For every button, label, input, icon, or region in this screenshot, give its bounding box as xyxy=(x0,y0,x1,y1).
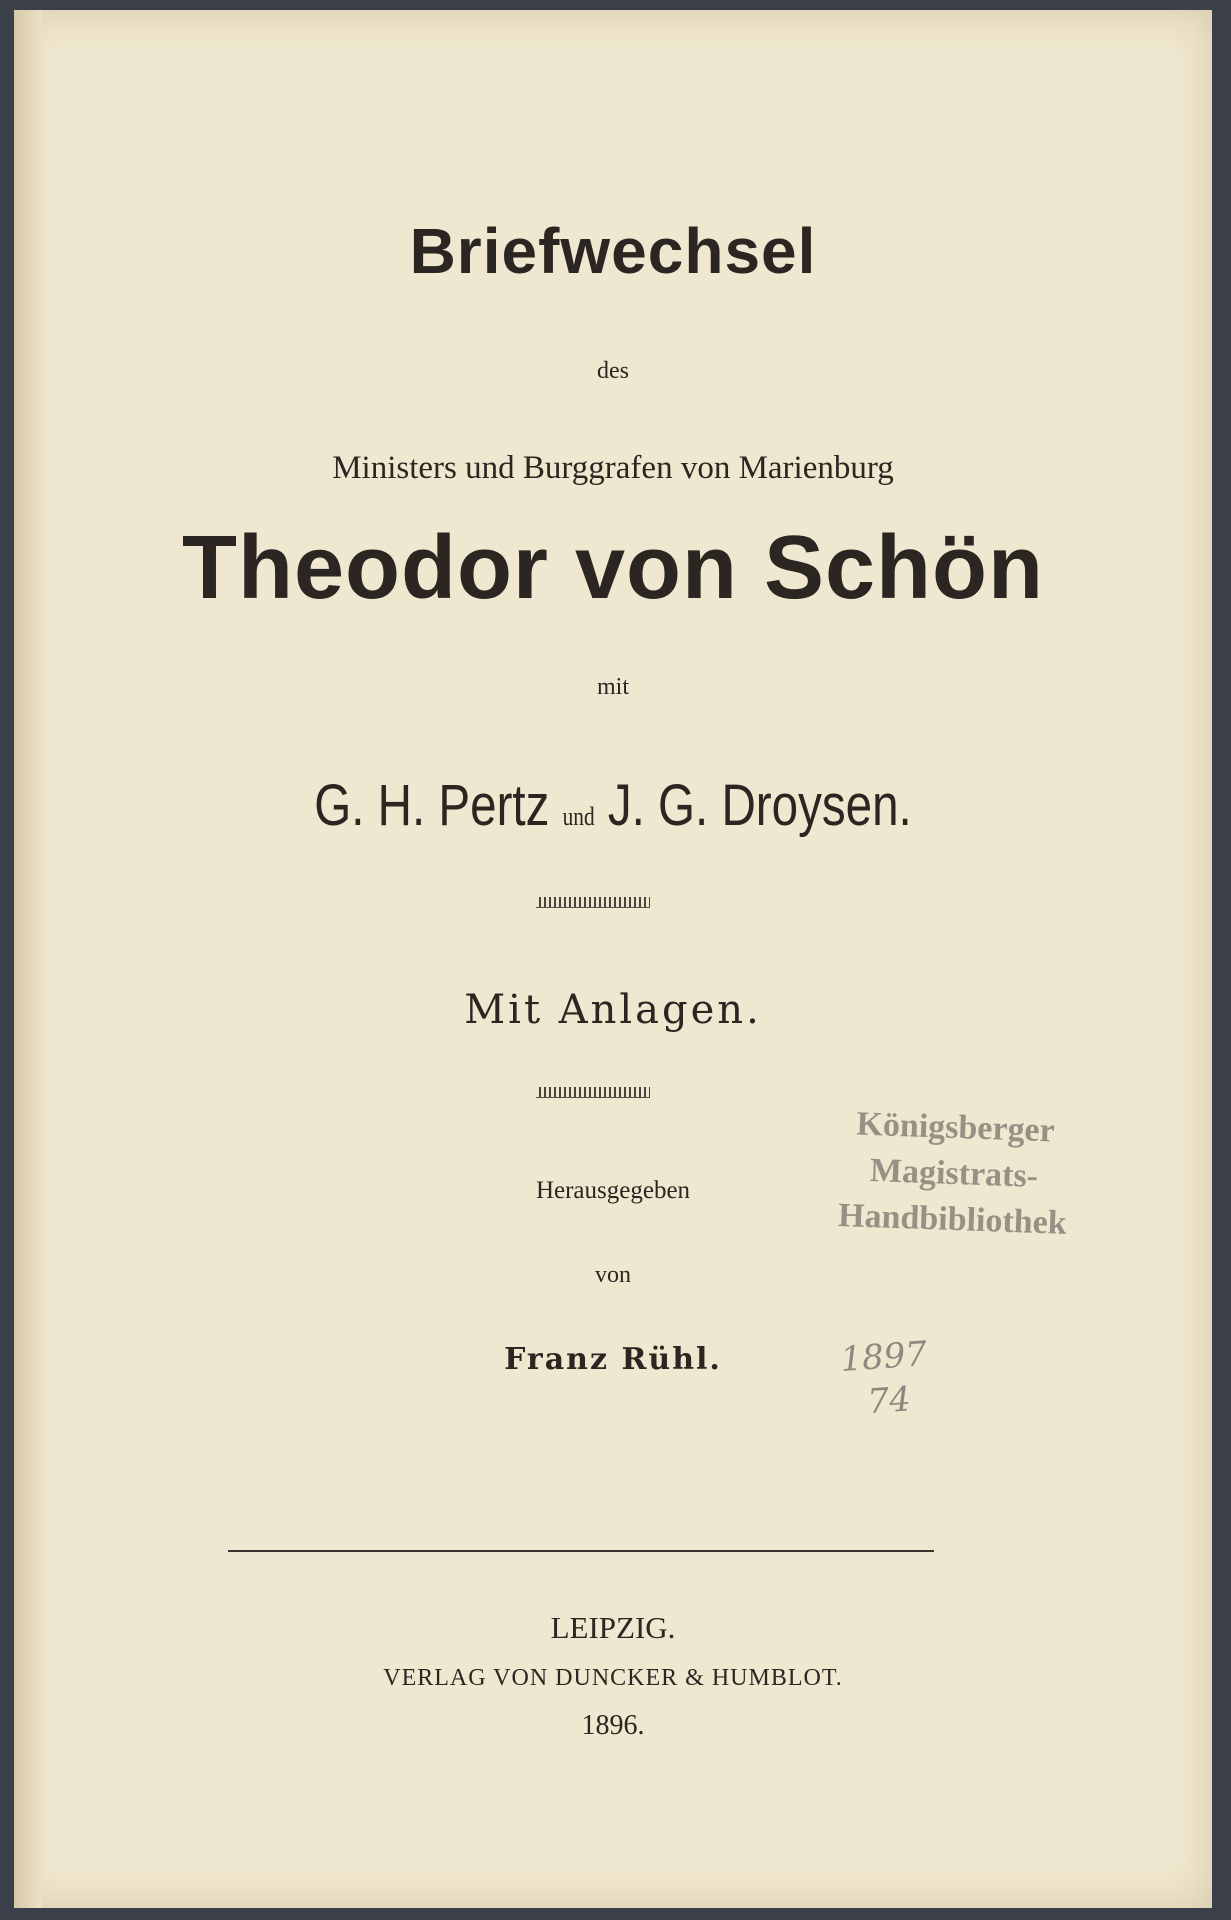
und-word: und xyxy=(562,802,595,831)
stamp-line-3: Handbibliothek xyxy=(837,1196,1068,1242)
horizontal-rule xyxy=(228,1550,934,1552)
von-label: von xyxy=(595,1262,631,1288)
herausgegeben-label: Herausgegeben xyxy=(535,1177,691,1204)
pencil-line-1: 1897 xyxy=(839,1334,929,1381)
library-stamp xyxy=(772,1099,1137,1249)
subtitle-line: Ministers und Burggrafen von Marienburg xyxy=(332,450,894,486)
stamp-line-2: Magistrats- xyxy=(869,1152,1039,1195)
title-page xyxy=(14,10,1212,1908)
person-name: Theodor von Schön xyxy=(182,518,1044,618)
publication-city: LEIPZIG. xyxy=(550,1610,676,1645)
ornament-divider-bottom xyxy=(536,1087,650,1098)
publisher-line: VERLAG VON DUNCKER & HUMBLOT. xyxy=(383,1665,843,1691)
des-word: des xyxy=(597,358,629,384)
pencil-line-2: 74 xyxy=(866,1379,913,1423)
correspondent-pertz: G. H. Pertz xyxy=(314,773,550,838)
pencil-shelfmark xyxy=(839,1332,931,1426)
correspondents-line xyxy=(122,772,1104,839)
publication-year: 1896. xyxy=(581,1710,645,1741)
mit-word: mit xyxy=(596,674,629,700)
ornament-divider-top xyxy=(536,897,650,908)
stamp-line-1: Königsberger xyxy=(855,1105,1056,1150)
anlagen-line: Mit Anlagen. xyxy=(464,987,762,1033)
editor-name: Franz Rühl. xyxy=(504,1342,722,1377)
book-title: Briefwechsel xyxy=(409,215,817,287)
correspondent-droysen: J. G. Droysen. xyxy=(607,773,912,838)
